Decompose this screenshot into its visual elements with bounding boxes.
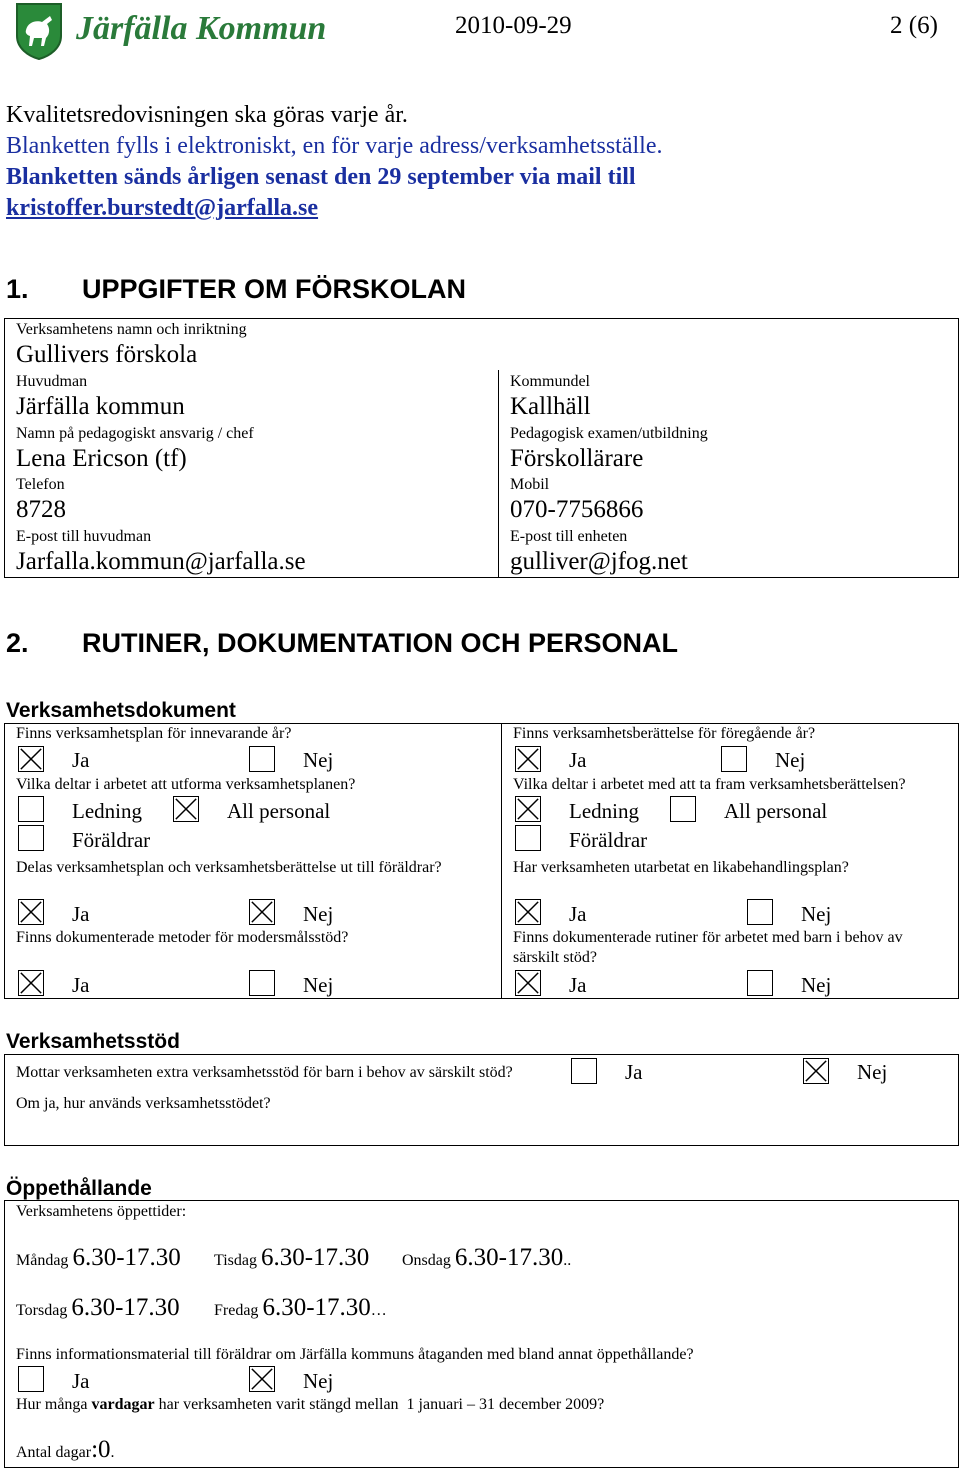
namn-label: Verksamhetens namn och inriktning [16,321,247,338]
huvudman-label: Huvudman [16,373,88,390]
lika-nej-checkbox[interactable] [747,899,773,925]
ber-all-personal-label: All personal [724,799,828,823]
tisdag-label: Tisdag [214,1252,257,1269]
check-x-icon [516,797,540,821]
antal-dagar-suffix: . [110,1444,115,1461]
q-deltar-plan: Vilka deltar i arbetet att utforma verksamhetsplanen? [16,776,356,793]
mandag-row [16,1244,181,1272]
section-1-divider [498,370,499,578]
stod-nej-checkbox[interactable] [803,1058,829,1084]
moders-ja-checkbox[interactable] [18,970,44,996]
fredag-row [214,1294,387,1322]
oppettider-label: Verksamhetens öppettider: [16,1203,187,1220]
stod-ja-checkbox[interactable] [571,1058,597,1084]
tisdag-value: 6.30-17.30 [260,1244,370,1271]
namn-value: Gullivers förskola [16,341,198,368]
plan-nej-label: Nej [303,748,334,772]
delas-nej-label: Nej [303,902,334,926]
plan-all-personal-label: All personal [227,799,331,823]
ber-all-personal-checkbox[interactable] [670,796,696,822]
stod-nej-label: Nej [857,1060,888,1084]
intro-line-1: Kvalitetsredovisningen ska göras varje år. [6,102,408,128]
check-x-icon [19,971,43,995]
q-verksamhetsplan: Finns verksamhetsplan för innevarande år? [16,725,292,742]
onsdag-value: 6.30-17.30 [454,1244,564,1271]
q-deltar-berattelse: Vilka deltar i arbetet med att ta fram verksamhetsberättelsen? [513,776,906,793]
epost-huvudman-label: E-post till huvudman [16,528,152,545]
epost-huvudman-value: Jarfalla.kommun@jarfalla.se [16,548,306,575]
epost-enheten-label: E-post till enheten [510,528,628,545]
plan-ja-checkbox[interactable] [18,746,44,772]
check-x-icon [250,1367,274,1391]
onsdag-label: Onsdag [402,1252,451,1269]
info-nej-label: Nej [303,1369,334,1393]
plan-ja-label: Ja [72,748,90,772]
antal-dagar-sep: : [91,1436,99,1463]
ber-nej-label: Nej [775,748,806,772]
rutiner-nej-label: Nej [801,973,832,997]
section-1-title: UPPGIFTER OM FÖRSKOLAN [82,274,466,304]
check-x-icon [804,1059,828,1083]
q-modersmal: Finns dokumenterade metoder för modersmålsstöd? [16,929,349,946]
q-stangd [16,1396,604,1414]
torsdag-row [16,1294,180,1322]
info-ja-checkbox[interactable] [18,1366,44,1392]
oppet-table [4,1200,959,1468]
fredag-value: 6.30-17.30 [262,1294,371,1321]
dokument-divider [501,723,502,999]
plan-foraldrar-label: Föräldrar [72,828,151,852]
intro-line-2: Blanketten fylls i elektroniskt, en för varje adress/verksamhetsställe. [6,133,663,159]
check-x-icon [516,971,540,995]
examen-value: Förskollärare [510,445,644,472]
tisdag-row [214,1244,369,1272]
info-ja-label: Ja [72,1369,90,1393]
torsdag-value: 6.30-17.30 [71,1294,180,1321]
check-x-icon [516,747,540,771]
lika-ja-checkbox[interactable] [515,899,541,925]
telefon-label: Telefon [16,476,65,493]
logo [14,2,327,60]
onsdag-suffix: .. [563,1252,572,1269]
moders-nej-checkbox[interactable] [249,970,275,996]
stod-heading: Verksamhetsstöd [6,1030,180,1053]
coat-of-arms-icon [14,2,64,60]
ber-foraldrar-checkbox[interactable] [515,825,541,851]
section-2-title: RUTINER, DOKUMENTATION OCH PERSONAL [82,628,678,658]
info-nej-checkbox[interactable] [249,1366,275,1392]
ber-ledning-checkbox[interactable] [515,796,541,822]
mandag-value: 6.30-17.30 [72,1244,181,1271]
header-date: 2010-09-29 [455,12,572,39]
huvudman-value: Järfälla kommun [16,393,185,420]
intro-line-3: Blanketten sänds årligen senast den 29 september via mail till [6,164,636,190]
antal-dagar [16,1436,115,1464]
plan-all-personal-checkbox[interactable] [173,796,199,822]
moders-nej-label: Nej [303,973,334,997]
ansvarig-value: Lena Ericson (tf) [16,445,187,472]
mobil-value: 070-7756866 [510,496,644,523]
ber-nej-checkbox[interactable] [721,746,747,772]
q-delas: Delas verksamhetsplan och verksamhetsberättelse ut till föräldrar? [16,859,442,876]
q-verksamhetsberattelse: Finns verksamhetsberättelse för föregående år? [513,725,816,742]
examen-label: Pedagogisk examen/utbildning [510,425,708,442]
fredag-label: Fredag [214,1302,259,1319]
check-x-icon [174,797,198,821]
q-informationsmaterial: Finns informationsmaterial till föräldrar om Järfälla kommuns åtaganden med bland annat öppethållande? [16,1346,694,1363]
plan-ledning-checkbox[interactable] [18,796,44,822]
mobil-label: Mobil [510,476,550,493]
q-anvands-stod: Om ja, hur används verksamhetsstödet? [16,1095,271,1112]
rutiner-ja-label: Ja [569,973,587,997]
section-1-number: 1. [6,274,29,304]
email-link[interactable]: kristoffer.burstedt@jarfalla.se [6,195,319,221]
delas-nej-checkbox[interactable] [249,899,275,925]
mandag-label: Måndag [16,1252,69,1269]
header-page: 2 (6) [890,12,938,39]
oppet-heading: Öppethållande [6,1177,152,1200]
check-x-icon [19,747,43,771]
lika-nej-label: Nej [801,902,832,926]
torsdag-label: Torsdag [16,1302,68,1319]
ber-foraldrar-label: Föräldrar [569,828,648,852]
q-rutiner-line-2: särskilt stöd? [513,949,597,966]
rutiner-nej-checkbox[interactable] [747,970,773,996]
ber-ledning-label: Ledning [569,799,639,823]
plan-ledning-label: Ledning [72,799,142,823]
ber-ja-checkbox[interactable] [515,746,541,772]
q-stangd-pre: Hur många [16,1396,92,1413]
dokument-heading: Verksamhetsdokument [6,699,236,722]
onsdag-row [402,1244,571,1272]
plan-foraldrar-checkbox[interactable] [18,825,44,851]
q-stangd-post: har verksamheten varit stängd mellan 1 januari – 31 december 2009? [154,1396,605,1413]
ansvarig-label: Namn på pedagogiskt ansvarig / chef [16,425,254,442]
lika-ja-label: Ja [569,902,587,926]
check-x-icon [19,900,43,924]
q-rutiner-line-1: Finns dokumenterade rutiner för arbetet med barn i behov av [513,929,903,946]
telefon-value: 8728 [16,496,66,523]
plan-nej-checkbox[interactable] [249,746,275,772]
logo-text: Järfälla Kommun [76,10,327,47]
ber-ja-label: Ja [569,748,587,772]
q-likabehandling: Har verksamheten utarbetat en likabehandlingsplan? [513,859,849,876]
check-x-icon [250,900,274,924]
antal-dagar-value: 0 [98,1436,111,1463]
antal-dagar-label: Antal dagar [16,1444,92,1461]
section-2-number: 2. [6,628,29,658]
kommundel-value: Kallhäll [510,393,591,420]
moders-ja-label: Ja [72,973,90,997]
delas-ja-checkbox[interactable] [18,899,44,925]
q-stangd-bold: vardagar [91,1396,155,1413]
rutiner-ja-checkbox[interactable] [515,970,541,996]
q-extra-stod: Mottar verksamheten extra verksamhetsstöd för barn i behov av särskilt stöd? [16,1064,513,1081]
check-x-icon [516,900,540,924]
stod-ja-label: Ja [625,1060,643,1084]
delas-ja-label: Ja [72,902,90,926]
epost-enheten-value: gulliver@jfog.net [510,548,688,575]
kommundel-label: Kommundel [510,373,590,390]
fredag-suffix: … [370,1302,387,1319]
